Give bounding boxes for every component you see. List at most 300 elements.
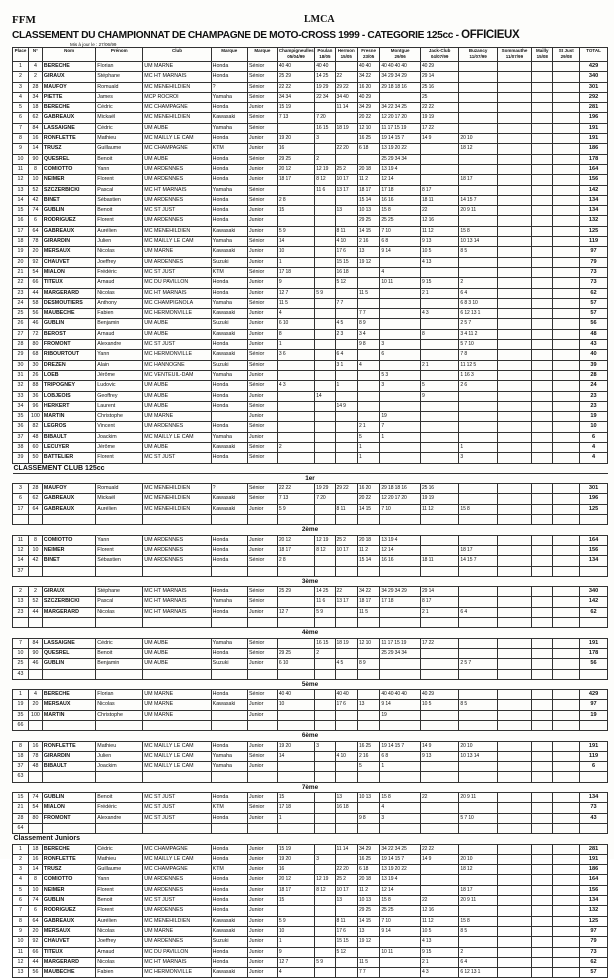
table-cell [497, 216, 531, 226]
column-header [13, 48, 29, 62]
section-title: Classement Juniors [13, 835, 81, 843]
table-cell: Junior [247, 947, 277, 957]
table-cell: 73 [580, 947, 608, 957]
table-cell [315, 566, 335, 576]
table-cell [380, 288, 421, 298]
table-cell [335, 957, 357, 967]
table-cell [532, 854, 553, 864]
table-cell [315, 515, 335, 525]
table-cell: Honda [211, 134, 247, 144]
table-cell: 97 [580, 926, 608, 936]
table-cell [497, 710, 531, 720]
table-cell: 25 16 [420, 484, 458, 494]
table-row [13, 72, 608, 82]
column-header [553, 48, 580, 62]
table-cell: 16 16 [380, 195, 421, 205]
table-cell: Honda [211, 793, 247, 803]
table-cell [315, 103, 335, 113]
table-cell: 3 [315, 854, 335, 864]
table-cell: 7 [13, 906, 29, 916]
table-cell: UM MARNE [143, 690, 211, 700]
table-cell: 14 [29, 144, 43, 154]
table-cell: Sénior [247, 494, 277, 504]
table-cell [42, 721, 95, 731]
table-cell: 34 22 34 25 [380, 103, 421, 113]
table-cell: 78 [29, 751, 43, 761]
section-title-row [13, 463, 608, 473]
table-cell [497, 659, 531, 669]
table-cell: 13 [335, 793, 357, 803]
table-cell: 82 [29, 422, 43, 432]
table-cell [357, 947, 379, 957]
table-cell [335, 710, 357, 720]
table-cell: 10 5 [420, 247, 458, 257]
table-cell: 80 [29, 340, 43, 350]
table-cell [420, 144, 458, 154]
table-cell [553, 926, 580, 936]
table-cell: 97 [580, 700, 608, 710]
table-cell: 2 8 [277, 556, 314, 566]
table-cell: UM MARNE [143, 710, 211, 720]
table-cell: 22 [335, 587, 357, 597]
table-cell [553, 103, 580, 113]
table-cell: 25 29 [277, 587, 314, 597]
table-cell: 18 17 [357, 597, 379, 607]
table-cell: MERSAUX [42, 926, 95, 936]
table-cell [315, 813, 335, 823]
table-cell: 10 [13, 648, 29, 658]
table-row [13, 340, 608, 350]
table-cell: 6 10 [277, 659, 314, 669]
table-cell: Junior [247, 700, 277, 710]
table-cell: 29 25 [277, 648, 314, 658]
table-cell [553, 968, 580, 978]
table-cell [532, 82, 553, 92]
table-cell: MC ST JUST [143, 813, 211, 823]
table-cell: 28 [29, 484, 43, 494]
table-cell [420, 515, 458, 525]
table-cell: 25 29 [277, 72, 314, 82]
table-cell [143, 566, 211, 576]
table-cell: 35 [13, 710, 29, 720]
table-cell [532, 535, 553, 545]
table-cell: GABREAUX [42, 226, 95, 236]
table-cell: 4 [277, 968, 314, 978]
table-cell: MC MAILLY LE CAM [143, 762, 211, 772]
table-cell: 2 3 [335, 329, 357, 339]
table-cell [459, 484, 497, 494]
table-cell: Suzuki [211, 659, 247, 669]
table-cell: 54 [29, 267, 43, 277]
table-cell: Honda [211, 648, 247, 658]
table-cell: Suzuki [211, 257, 247, 267]
table-cell [532, 700, 553, 710]
table-cell: 10 [13, 154, 29, 164]
table-cell [459, 906, 497, 916]
table-cell [497, 669, 531, 679]
table-cell: Honda [211, 556, 247, 566]
table-cell [380, 957, 421, 967]
table-cell: 40 29 [357, 92, 379, 102]
table-cell: MC HT MARNAIS [143, 607, 211, 617]
table-cell: Sénior [247, 298, 277, 308]
table-cell: 50 [29, 453, 43, 463]
table-cell: 14 9 [335, 401, 357, 411]
table-row [13, 195, 608, 205]
table-cell: 1 [335, 381, 357, 391]
table-row [13, 957, 608, 967]
table-cell: GUBLIN [42, 896, 95, 906]
table-cell: 8 9 [357, 659, 379, 669]
table-cell [459, 618, 497, 628]
table-cell: LASSAIGNE [42, 638, 95, 648]
table-cell: PIETTE [42, 92, 95, 102]
table-cell: 15 19 [277, 103, 314, 113]
header-top [12, 14, 602, 28]
table-cell: 5 12 [335, 947, 357, 957]
table-row [13, 329, 608, 339]
table-cell: UM ARDENNES [143, 257, 211, 267]
table-cell: 16 18 [335, 803, 357, 813]
table-cell: Florent [96, 545, 143, 555]
table-cell [459, 62, 497, 72]
table-cell: KTM [211, 803, 247, 813]
table-row [13, 226, 608, 236]
table-cell: 37 [13, 566, 29, 576]
table-cell: 10 17 [335, 885, 357, 895]
table-cell [315, 206, 335, 216]
table-cell [277, 422, 314, 432]
table-row [13, 123, 608, 133]
table-cell: 18 19 [335, 123, 357, 133]
table-cell: Florian [96, 690, 143, 700]
club-rank-row [13, 679, 608, 689]
table-cell: 19 19 [420, 113, 458, 123]
table-cell: 52 [29, 597, 43, 607]
table-cell [553, 844, 580, 854]
table-cell: 125 [580, 504, 608, 514]
table-cell [553, 618, 580, 628]
table-cell: 9 13 [420, 237, 458, 247]
table-cell: 17 6 [335, 700, 357, 710]
table-cell: 29 [13, 350, 29, 360]
table-cell: 11 6 [315, 185, 335, 195]
table-cell [420, 875, 458, 885]
table-cell: MC HT MARNAIS [143, 288, 211, 298]
table-cell: 18 17 [277, 175, 314, 185]
table-cell: 9 15 [420, 278, 458, 288]
table-cell: 2 5 7 [459, 659, 497, 669]
table-cell [553, 896, 580, 906]
table-cell [459, 412, 497, 422]
table-cell [553, 875, 580, 885]
table-cell: Junior [247, 710, 277, 720]
table-cell: 8 11 [335, 504, 357, 514]
club-rank-row [13, 525, 608, 535]
table-cell [532, 329, 553, 339]
table-cell [315, 144, 335, 154]
table-cell: RONFLETTE [42, 741, 95, 751]
table-cell [532, 453, 553, 463]
table-cell: 3 4 11 2 [459, 329, 497, 339]
table-cell [532, 597, 553, 607]
table-cell: 6 4 [459, 288, 497, 298]
table-row [13, 391, 608, 401]
table-cell [553, 566, 580, 576]
table-cell: TRUSZ [42, 865, 95, 875]
table-row [13, 432, 608, 442]
table-cell [553, 412, 580, 422]
table-cell: 26 [13, 319, 29, 329]
table-cell: 73 [580, 267, 608, 277]
table-cell [532, 206, 553, 216]
table-row [13, 422, 608, 432]
column-header-label: Sommauthe [501, 48, 528, 53]
table-cell: 40 40 40 40 [380, 690, 421, 700]
table-cell: 134 [580, 896, 608, 906]
table-cell [553, 278, 580, 288]
table-cell: 17 [13, 504, 29, 514]
table-cell: 64 [29, 504, 43, 514]
table-cell: Benoit [96, 793, 143, 803]
table-cell: 19 12 [357, 257, 379, 267]
table-cell: 22 [13, 278, 29, 288]
table-cell [580, 618, 608, 628]
table-cell [315, 267, 335, 277]
table-cell: 79 [580, 937, 608, 947]
table-row [13, 278, 608, 288]
table-cell [96, 618, 143, 628]
table-cell: Mathieu [96, 134, 143, 144]
table-cell: 68 [29, 350, 43, 360]
table-cell [532, 648, 553, 658]
table-cell [143, 823, 211, 833]
table-cell: SZCZERBICKI [42, 185, 95, 195]
table-cell: GUBLIN [42, 659, 95, 669]
table-cell [380, 329, 421, 339]
table-cell: 6 [13, 494, 29, 504]
table-cell [315, 309, 335, 319]
table-cell: 12 [13, 545, 29, 555]
table-cell: ? [211, 82, 247, 92]
table-cell [497, 772, 531, 782]
table-cell [553, 247, 580, 257]
table-cell: 6 [13, 113, 29, 123]
table-cell [459, 710, 497, 720]
table-cell: MC HT MARNAIS [143, 185, 211, 195]
table-cell: Arnaud [96, 278, 143, 288]
table-cell [315, 772, 335, 782]
table-cell: 8 [29, 164, 43, 174]
table-cell [459, 535, 497, 545]
table-cell [315, 844, 335, 854]
table-cell: 8 [29, 875, 43, 885]
table-cell [553, 885, 580, 895]
table-cell: 125 [580, 916, 608, 926]
table-cell [335, 515, 357, 525]
table-cell: 5 [357, 762, 379, 772]
table-cell [29, 772, 43, 782]
table-cell [553, 906, 580, 916]
table-cell [335, 453, 357, 463]
table-cell: 11 [13, 947, 29, 957]
table-cell: Sénior [247, 690, 277, 700]
table-cell [497, 309, 531, 319]
table-cell [315, 216, 335, 226]
table-cell [315, 453, 335, 463]
table-row [13, 62, 608, 72]
table-cell: UM AUBE [143, 442, 211, 452]
table-cell: Honda [211, 401, 247, 411]
table-cell [532, 618, 553, 628]
table-cell: 4 3 [420, 309, 458, 319]
table-cell [497, 535, 531, 545]
table-cell: UM AUBE [143, 401, 211, 411]
table-cell [420, 721, 458, 731]
table-cell: QUESREL [42, 154, 95, 164]
table-cell: 10 13 14 [459, 751, 497, 761]
table-cell: MC HT MARNAIS [143, 597, 211, 607]
table-cell [553, 854, 580, 864]
table-cell: 17 18 [380, 185, 421, 195]
table-cell: 29 22 [335, 484, 357, 494]
table-cell [420, 566, 458, 576]
table-cell [247, 618, 277, 628]
table-cell: 14 15 [357, 504, 379, 514]
table-cell: 56 [580, 319, 608, 329]
table-cell [553, 484, 580, 494]
table-cell [497, 793, 531, 803]
table-cell: 16 15 [315, 638, 335, 648]
table-cell [335, 741, 357, 751]
table-cell: Kawasaki [211, 494, 247, 504]
table-cell [29, 669, 43, 679]
table-cell [380, 319, 421, 329]
table-cell [211, 566, 247, 576]
table-cell [497, 257, 531, 267]
table-cell: 19 [580, 710, 608, 720]
table-cell: 25 29 34 34 [380, 154, 421, 164]
table-cell [459, 690, 497, 700]
table-cell: 56 [580, 659, 608, 669]
column-header-label: Mailly [535, 48, 549, 53]
table-cell: MC HERMONVILLE [143, 309, 211, 319]
table-cell: NEIMER [42, 175, 95, 185]
table-cell: 13 [13, 185, 29, 195]
table-cell: 178 [580, 648, 608, 658]
club-rank-label: 3ème [13, 576, 608, 586]
table-cell: 26 [29, 370, 43, 380]
table-cell: 16 18 [335, 267, 357, 277]
table-cell [497, 391, 531, 401]
table-cell: ? [211, 484, 247, 494]
table-cell: 28 [13, 340, 29, 350]
table-cell [459, 638, 497, 648]
table-cell: 36 [13, 422, 29, 432]
table-cell [380, 257, 421, 267]
table-cell: 7 7 [335, 298, 357, 308]
table-cell: 132 [580, 216, 608, 226]
table-cell: 1 [13, 690, 29, 700]
table-row [13, 175, 608, 185]
table-cell: 292 [580, 92, 608, 102]
table-cell: 84 [29, 638, 43, 648]
table-cell [315, 237, 335, 247]
table-cell: 6 4 [335, 350, 357, 360]
table-cell: TITEUX [42, 947, 95, 957]
table-cell [315, 195, 335, 205]
table-cell [532, 823, 553, 833]
table-cell: 15 8 [380, 206, 421, 216]
table-cell: MC ST JUST [143, 896, 211, 906]
table-cell: MC ST JUST [143, 340, 211, 350]
table-cell [315, 360, 335, 370]
table-cell: 16 [277, 144, 314, 154]
league-label: LMCA [304, 14, 335, 25]
table-cell: GIRAUX [42, 72, 95, 82]
federation-label: FFM [12, 14, 36, 26]
table-cell [315, 401, 335, 411]
table-cell: 72 [29, 329, 43, 339]
table-cell: Benoit [96, 896, 143, 906]
table-cell [42, 772, 95, 782]
table-cell: 20 [13, 257, 29, 267]
table-cell: 2 6 [459, 381, 497, 391]
table-cell: 5 12 [335, 278, 357, 288]
table-row [13, 772, 608, 782]
table-cell [497, 607, 531, 617]
table-row [13, 247, 608, 257]
table-cell: RIBOURTOUT [42, 350, 95, 360]
table-cell: Cédric [96, 638, 143, 648]
column-header-label: Buzancy [468, 48, 488, 53]
table-cell: 14 15 [357, 226, 379, 236]
table-cell: GABREAUX [42, 494, 95, 504]
table-cell: 12 7 [277, 288, 314, 298]
table-cell: 29 22 [335, 82, 357, 92]
table-cell: COMIOTTO [42, 535, 95, 545]
column-header-label: Poulan [317, 48, 333, 53]
table-cell: Sébastien [96, 556, 143, 566]
table-cell: Honda [211, 103, 247, 113]
table-cell [497, 360, 531, 370]
table-row [13, 700, 608, 710]
table-cell: 13 19 4 [380, 875, 421, 885]
table-cell: 10 [29, 175, 43, 185]
table-cell: MC CHAMPAGNE [143, 865, 211, 875]
table-cell [497, 329, 531, 339]
table-cell [532, 391, 553, 401]
table-cell: 40 29 [420, 62, 458, 72]
table-cell: 11 14 [335, 844, 357, 854]
table-cell: 22 20 [335, 144, 357, 154]
table-cell: 2 [315, 648, 335, 658]
table-cell [553, 206, 580, 216]
table-cell [357, 618, 379, 628]
table-cell: James [96, 92, 143, 102]
table-cell: 9 14 [380, 247, 421, 257]
column-header-label: Prénom [110, 48, 128, 53]
table-cell: Romuald [96, 82, 143, 92]
table-cell: GIRAUX [42, 587, 95, 597]
table-cell [532, 432, 553, 442]
table-cell: 28 [29, 82, 43, 92]
table-cell: 7 10 [380, 226, 421, 236]
table-cell: 119 [580, 751, 608, 761]
table-cell [553, 82, 580, 92]
club-rank-row [13, 473, 608, 483]
table-cell: 34 29 [357, 844, 379, 854]
